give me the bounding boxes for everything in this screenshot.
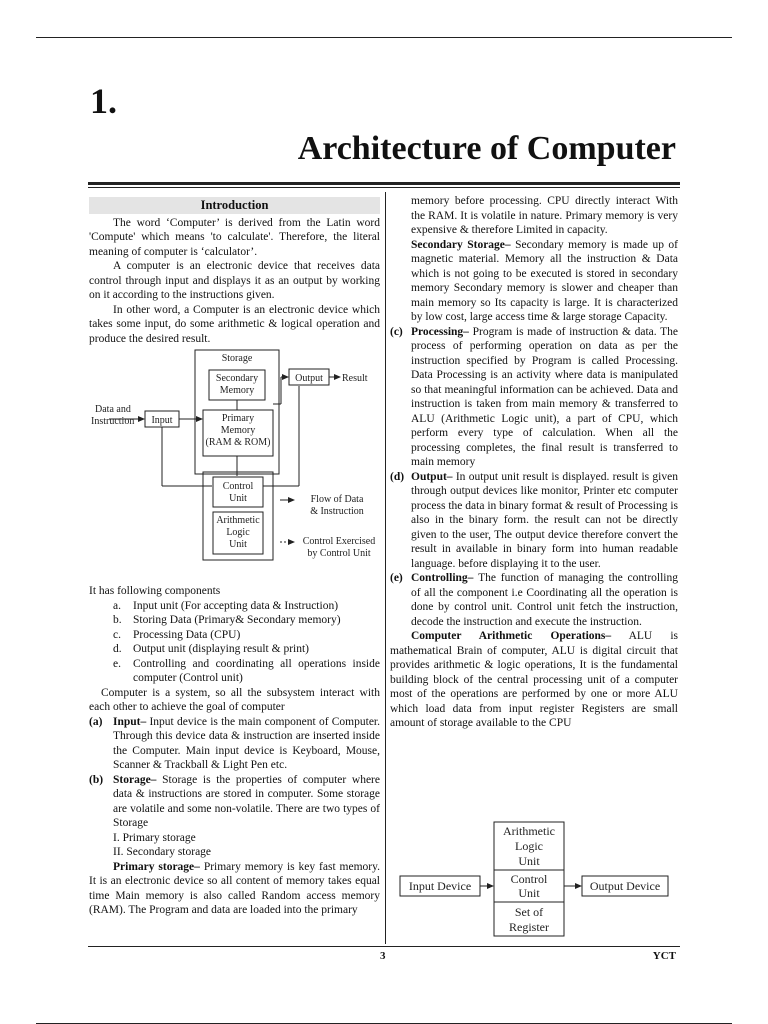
alu-label-1: Arithmetic <box>503 824 555 838</box>
list-item: c. Processing Data (CPU) <box>113 628 241 641</box>
chapter-title: Architecture of Computer <box>297 130 676 167</box>
intro-paragraph-2: A computer is an electronic device that receives data control through input and displays it as an output by working on it according to the instructions given. <box>89 260 380 301</box>
system-paragraph: Computer is a system, so all the subsystem interact with each other to achieve the goal of computer <box>89 686 380 713</box>
list-item: a. Input unit (For accepting data & Instruction) <box>113 599 339 612</box>
secondary-storage-paragraph: Secondary Storage– Secondary memory is made up of magnetic material. Memory all the instruction & Data which is not going to be executed is stored in secondary memory Secondary memory is slower and cheaper than main memory so Its capacity is large. It is characterized by low cost, large access time & large storage Capacity. <box>411 238 678 323</box>
alu-label-3: Unit <box>518 854 540 868</box>
primary-storage-continued: memory before processing. CPU directly interact With the RAM. It is volatile in nature. Primary memory is very expensive & therefore Limited in capacity. <box>411 195 678 236</box>
section-heading: Introduction <box>89 197 380 214</box>
storage-type-secondary: II. Secondary storage <box>113 846 212 858</box>
left-column <box>89 197 380 918</box>
processing-section: (c) Processing– Program is made of instruction & data. The process of performing operation on data as per the instruction specified by Program is called Processing. Data Processing is an activity where data is manipulated so that meaningful information can be achieved. Data and instruction is taken from main memory & transferred to ALU (Arithmetic Logic unit), a part of CPU, which perform every type of calculation. When all the processing completes, the final result is transferred to main memory <box>390 325 678 468</box>
page-number: 3 <box>380 950 386 962</box>
alu-label-2: Logic <box>226 527 250 538</box>
control-unit-label-1: Control <box>510 872 548 886</box>
components-list <box>89 599 380 686</box>
control-unit-label-1: Control <box>222 481 254 492</box>
output-section: (d) Output– In output unit result is displayed. result is given through output devices like monitor, Printer etc computer process the data in binary format & result of Processing is also in the binary form. the result can not be directly given to the user, The output device therefore convert the result in available in binary form into human readable language. before displaying it to the user. <box>390 470 678 570</box>
storage-box <box>195 350 279 474</box>
data-label-2: Instruction <box>91 416 135 427</box>
chapter-number: 1. <box>90 81 117 121</box>
title-underline-thin <box>88 187 680 188</box>
result-label: Result <box>342 373 368 384</box>
data-label-1: Data and <box>95 404 131 415</box>
register-label-2: Register <box>509 920 549 934</box>
input-section: (a) Input– Input device is the main component of Computer. Through this device data & instruction are inserted inside the Computer. Main input device is Keyboard, Mouse, Scanner & Trackball & Light Pen etc. <box>89 715 380 771</box>
primary-memory-label-1: Primary <box>221 413 255 424</box>
primary-memory-label-2: Memory <box>220 425 256 436</box>
alu-label-2: Logic <box>515 839 543 853</box>
alu-paragraph: Computer Arithmetic Operations– ALU is mathematical Brain of computer, ALU is digital circuit that provides arithmetic & logic operations, It is the fundamental building block of the central processing unit of a computer most of the operations are performed by one or more ALU which load data from input register Registers are small amount of storage available to the CPU <box>390 630 678 729</box>
components-intro: It has following components <box>89 585 221 597</box>
storage-section: (b) Storage– Storage is the properties of computer where data & instructions are stored in computer. Some storage are volatile and some non-volatile. There are two types of Storage <box>89 773 380 829</box>
control-unit-label-2: Unit <box>229 493 247 504</box>
list-item: d. Output unit (displaying result & print) <box>113 643 309 655</box>
intro-paragraph-1: The word ‘Computer’ is derived from the Latin word 'Compute' which means 'to calculate'. Therefore, the literal meaning of computer is ‘calculator’. <box>89 216 380 258</box>
input-device-label: Input Device <box>408 879 472 893</box>
secondary-memory-label-2: Memory <box>219 385 255 396</box>
legend-control-1: Control Exercised <box>302 536 376 547</box>
alu-label-3: Unit <box>229 539 247 550</box>
controlling-section: (e) Controlling– The function of managing the controlling of all the component i.e Coordinating all the operation is done by control unit. Control unit fetch the instruction, decode the instruction and execute the instruction. <box>390 572 678 628</box>
legend-flow-1: Flow of Data <box>310 494 364 505</box>
computer-block-diagram <box>89 348 380 584</box>
secondary-memory-label-1: Secondary <box>215 373 259 384</box>
footer-rule <box>88 946 680 947</box>
top-rule <box>36 37 732 38</box>
register-label-1: Set of <box>514 905 544 919</box>
right-column <box>390 194 678 731</box>
title-underline-thick <box>88 182 680 185</box>
storage-label: Storage <box>221 353 253 364</box>
alu-block-diagram <box>390 820 680 938</box>
input-label: Input <box>151 415 173 426</box>
legend-flow-2: & Instruction <box>310 506 364 517</box>
output-label: Output <box>295 373 323 384</box>
alu-label-1: Arithmetic <box>216 515 260 526</box>
primary-memory-label-3: (RAM & ROM) <box>205 437 271 448</box>
primary-storage-paragraph: Primary storage– Primary memory is key fast memory. It is an electronic device so all content of memory takes equal time Main memory is also called Random access memory (RAM). The Program and data are loaded into the primary <box>89 860 380 916</box>
publisher-brand: YCT <box>652 950 676 962</box>
storage-type-primary: I. Primary storage <box>113 831 196 844</box>
column-divider <box>385 192 386 944</box>
output-device-label: Output Device <box>589 879 661 893</box>
control-unit-label-2: Unit <box>518 886 540 900</box>
intro-paragraph-3: In other word, a Computer is an electronic device which takes some input, do some arithmetic & logical operation and produce the desired result. <box>89 303 380 345</box>
list-item: b. Storing Data (Primary& Secondary memory) <box>113 614 341 626</box>
list-item: e. Controlling and coordinating all operations inside computer (Control unit) <box>113 657 380 684</box>
legend-control-2: by Control Unit <box>307 548 371 559</box>
